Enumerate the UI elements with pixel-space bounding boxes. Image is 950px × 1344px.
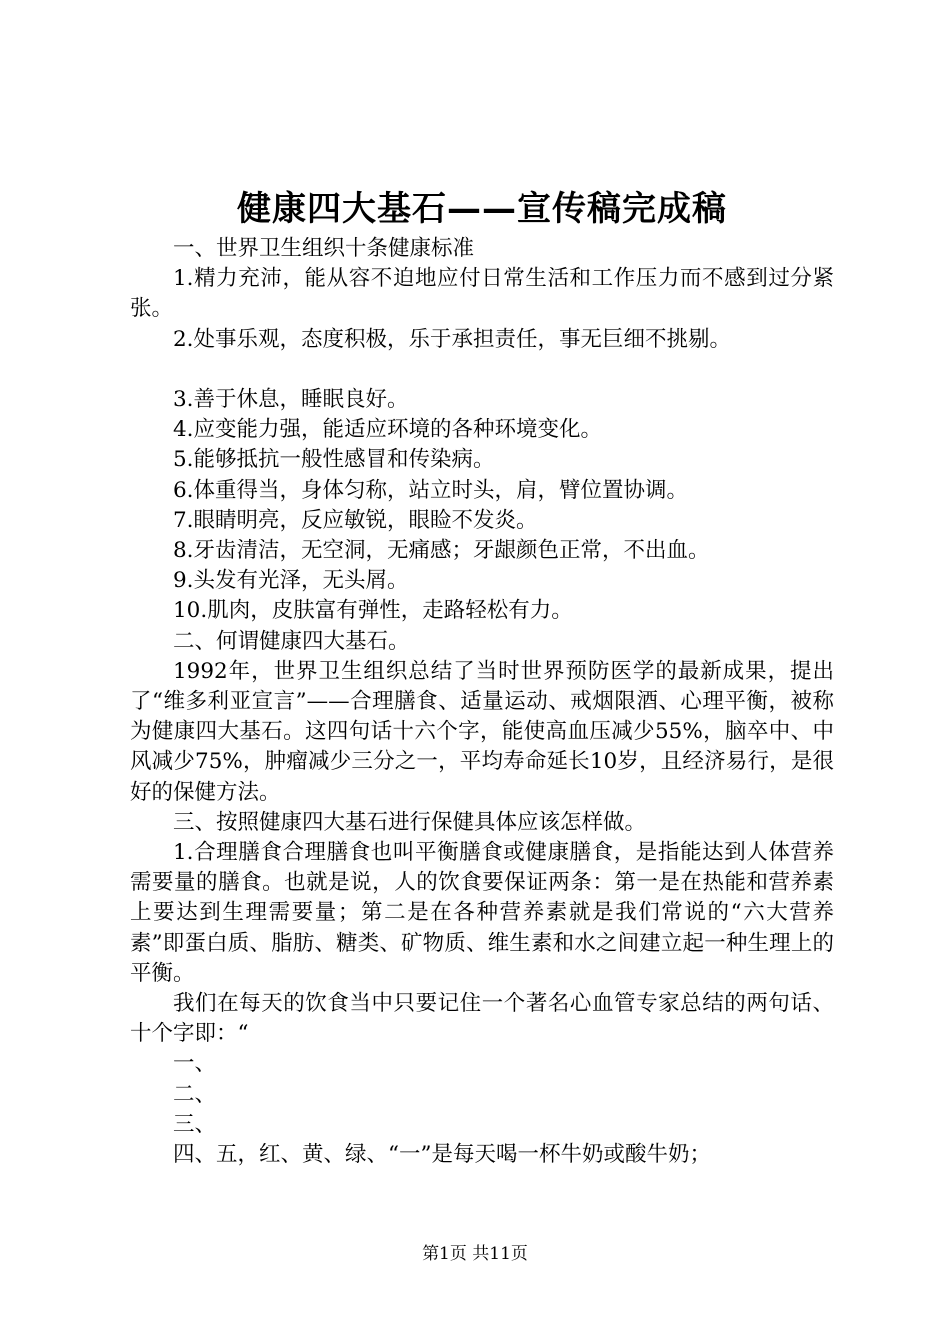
body-paragraph: 四、五，红、黄、绿、“一”是每天喝一杯牛奶或酸牛奶； <box>173 1142 711 1168</box>
list-item: 4.应变能力强，能适应环境的各种环境变化。 <box>173 417 603 443</box>
list-item: 7.眼睛明亮，反应敏锐，眼睑不发炎。 <box>173 507 538 533</box>
list-item: 10.肌肉，皮肤富有弹性，走路轻松有力。 <box>173 598 573 624</box>
list-item: 6.体重得当，身体匀称，站立时头，肩，臂位置协调。 <box>173 477 689 503</box>
list-item: 8.牙齿清洁，无空洞，无痛感；牙龈颜色正常，不出血。 <box>173 538 710 564</box>
list-item: 一、 <box>173 1051 217 1077</box>
body-paragraph: 1992年，世界卫生组织总结了当时世界预防医学的最新成果，提出了“维多利亚宣言”——合理膳食、适量运动、戒烟限酒、心理平衡，被称为健康四大基石。这四句话十六个字，能使高血压减少55%，脑卒中、中风减少75%，肿瘤减少三分之一，平均寿命延长10岁，且经济易行，是很好的保健方法。 <box>130 658 834 805</box>
list-item: 5.能够抵抗一般性感冒和传染病。 <box>173 447 495 473</box>
document-page <box>130 186 834 1170</box>
document-body <box>130 234 834 1170</box>
section-heading: 一、世界卫生组织十条健康标准 <box>173 236 475 261</box>
list-item: 9.头发有光泽，无头屑。 <box>173 568 409 594</box>
body-paragraph: 1.合理膳食合理膳食也叫平衡膳食或健康膳食，是指能达到人体营养需要量的膳食。也就是说，人的饮食要保证两条：第一是在热能和营养素上要达到生理需要量；第二是在各种营养素就是我们常说的“六大营养素”即蛋白质、脂肪、糖类、矿物质、维生素和水之间建立起一种生理上的平衡。 <box>130 840 834 986</box>
section-heading: 二、何谓健康四大基石。 <box>173 628 410 654</box>
list-item: 2.处事乐观，态度积极，乐于承担责任，事无巨细不挑剔。 <box>173 326 732 352</box>
body-paragraph: 我们在每天的饮食当中只要记住一个著名心血管专家总结的两句话、十个字即：“ <box>130 991 834 1047</box>
list-item: 1.精力充沛，能从容不迫地应付日常生活和工作压力而不感到过分紧张。 <box>130 266 834 322</box>
list-item: 三、 <box>173 1111 217 1137</box>
list-item: 二、 <box>173 1081 217 1107</box>
page-footer: 第1页 共11页 <box>422 1244 528 1264</box>
document-title: 健康四大基石——宣传稿完成稿 <box>237 189 727 229</box>
section-heading: 三、按照健康四大基石进行保健具体应该怎样做。 <box>173 809 647 835</box>
list-item: 3.善于休息，睡眠良好。 <box>173 387 409 412</box>
blank-line <box>130 355 834 385</box>
